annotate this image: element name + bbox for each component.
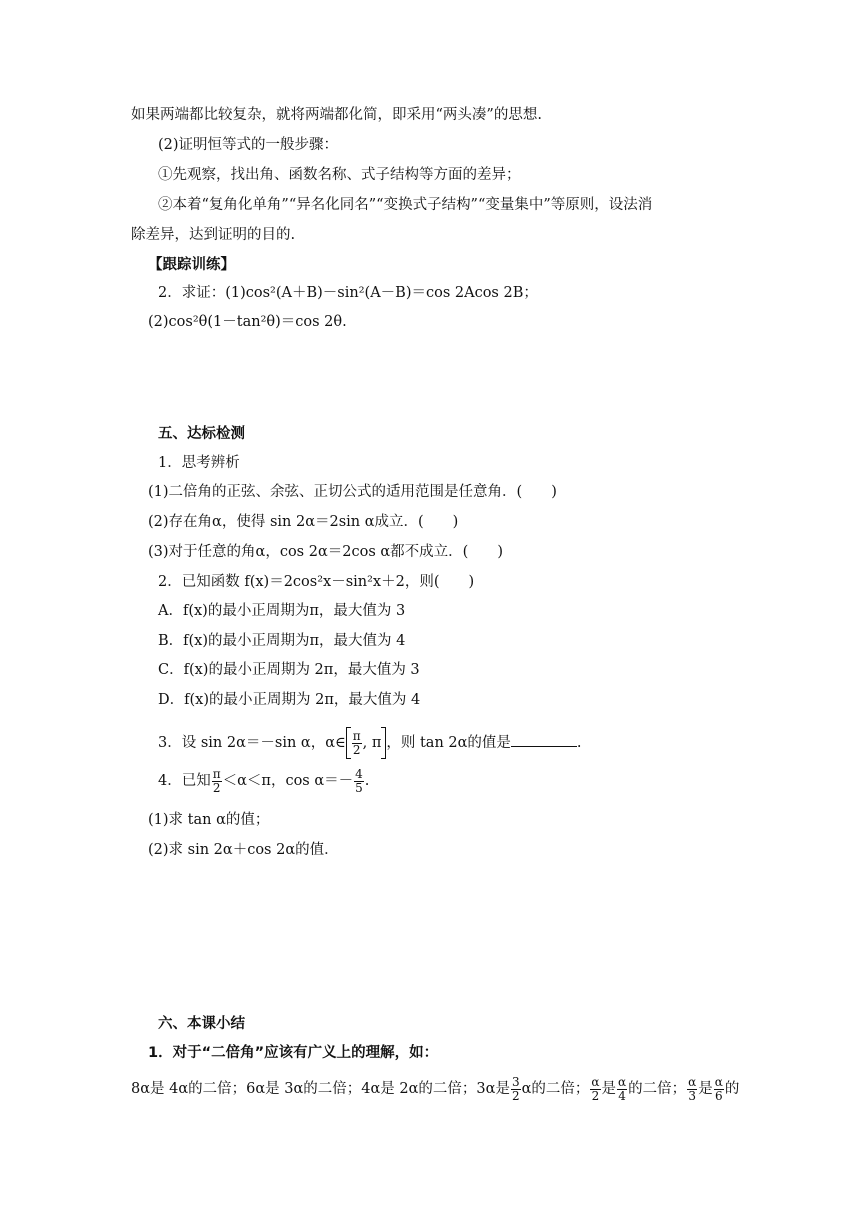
- fraction-numerator: 3: [511, 1074, 520, 1089]
- fraction-denominator: 2: [511, 1088, 520, 1103]
- question-4-text: 4．已知: [158, 773, 211, 789]
- question-item: (2)存在角α，使得 sin 2α＝2sin α成立．( ): [148, 514, 459, 530]
- fraction: [687, 1076, 697, 1103]
- summary-text: 是: [698, 1081, 713, 1097]
- question-4: [158, 764, 369, 798]
- question-3-text-tail: ，则 tan 2α的值是: [386, 735, 511, 751]
- answer-blank[interactable]: [511, 732, 577, 747]
- fraction-denominator: 3: [688, 1088, 696, 1103]
- question-item: (1)求 tan α的值；: [148, 812, 270, 828]
- step-item-continuation: 除差异，达到证明的目的.: [131, 227, 296, 243]
- fraction-numerator: 4: [355, 766, 363, 781]
- step-heading: (2)证明恒等式的一般步骤：: [158, 137, 339, 153]
- interval-end: , π: [362, 735, 382, 751]
- question-3: [158, 726, 582, 760]
- exercise-item: 2．求证：(1)cos²(A＋B)－sin²(A－B)＝cos 2Acos 2B；: [158, 285, 538, 301]
- bracket-left: [346, 727, 351, 759]
- option-c: C．f(x)的最小正周期为 2π，最大值为 3: [158, 662, 420, 678]
- summary-text: α的二倍；: [521, 1081, 590, 1097]
- step-item: ②本着“复角化单角”“异名化同名”“变换式子结构”“变量集中”等原则，设法消: [158, 197, 653, 213]
- step-item: ①先观察，找出角、函数名称、式子结构等方面的差异；: [158, 167, 521, 183]
- fraction-numerator: α: [714, 1074, 723, 1089]
- period: .: [576, 735, 582, 751]
- fraction-denominator: 5: [355, 780, 363, 795]
- summary-point: 1．对于“二倍角”应该有广义上的理解，如：: [148, 1045, 439, 1061]
- fraction-numerator: π: [212, 766, 221, 781]
- exercise-item: (2)cos²θ(1－tan²θ)＝cos 2θ.: [148, 314, 347, 330]
- section-title: 六、本课小结: [158, 1016, 245, 1032]
- summary-text: 是: [601, 1081, 616, 1097]
- fraction: [354, 768, 364, 795]
- fraction: [617, 1076, 627, 1103]
- paragraph-text: 如果两端都比较复杂，就将两端都化简，即采用“两头凑”的思想.: [131, 107, 542, 123]
- tracking-title: 【跟踪训练】: [148, 257, 235, 273]
- question-item: (2)求 sin 2α＋cos 2α的值．: [148, 842, 339, 858]
- summary-text: 8α是 4α的二倍；6α是 3α的二倍；4α是 2α的二倍；3α是: [131, 1081, 510, 1097]
- question-4-text-mid: ＜α＜π，cos α＝－: [222, 773, 354, 789]
- fraction-numerator: α: [591, 1074, 600, 1089]
- option-a: A．f(x)的最小正周期为π，最大值为 3: [158, 603, 406, 619]
- option-d: D．f(x)的最小正周期为 2π，最大值为 4: [158, 692, 421, 708]
- fraction-numerator: α: [618, 1074, 627, 1089]
- period: .: [364, 773, 370, 789]
- section-title: 五、达标检测: [158, 426, 245, 442]
- question-item: (3)对于任意的角α，cos 2α＝2cos α都不成立．( ): [148, 544, 503, 560]
- fraction-numerator: π: [352, 728, 361, 743]
- fraction: [714, 1076, 724, 1103]
- fraction-denominator: 6: [714, 1088, 723, 1103]
- fraction: [511, 1076, 521, 1103]
- fraction-denominator: 2: [352, 742, 361, 757]
- fraction-denominator: 2: [212, 780, 221, 795]
- question-heading: 1．思考辨析: [158, 455, 240, 471]
- summary-examples: [131, 1072, 739, 1106]
- summary-text: 的: [724, 1081, 740, 1097]
- fraction-denominator: 4: [618, 1088, 626, 1103]
- fraction: [352, 730, 362, 757]
- summary-text: 的二倍；: [628, 1081, 687, 1097]
- question-item: (1)二倍角的正弦、余弦、正切公式的适用范围是任意角．( ): [148, 484, 557, 500]
- question-item: 2．已知函数 f(x)＝2cos²x－sin²x＋2，则( ): [158, 574, 475, 590]
- option-b: B．f(x)的最小正周期为π，最大值为 4: [158, 633, 406, 649]
- question-3-text: 3．设 sin 2α＝－sin α，α∈: [158, 735, 346, 751]
- fraction: [590, 1076, 600, 1103]
- fraction: [212, 768, 222, 795]
- fraction-numerator: α: [688, 1074, 697, 1089]
- fraction-denominator: 2: [591, 1088, 600, 1103]
